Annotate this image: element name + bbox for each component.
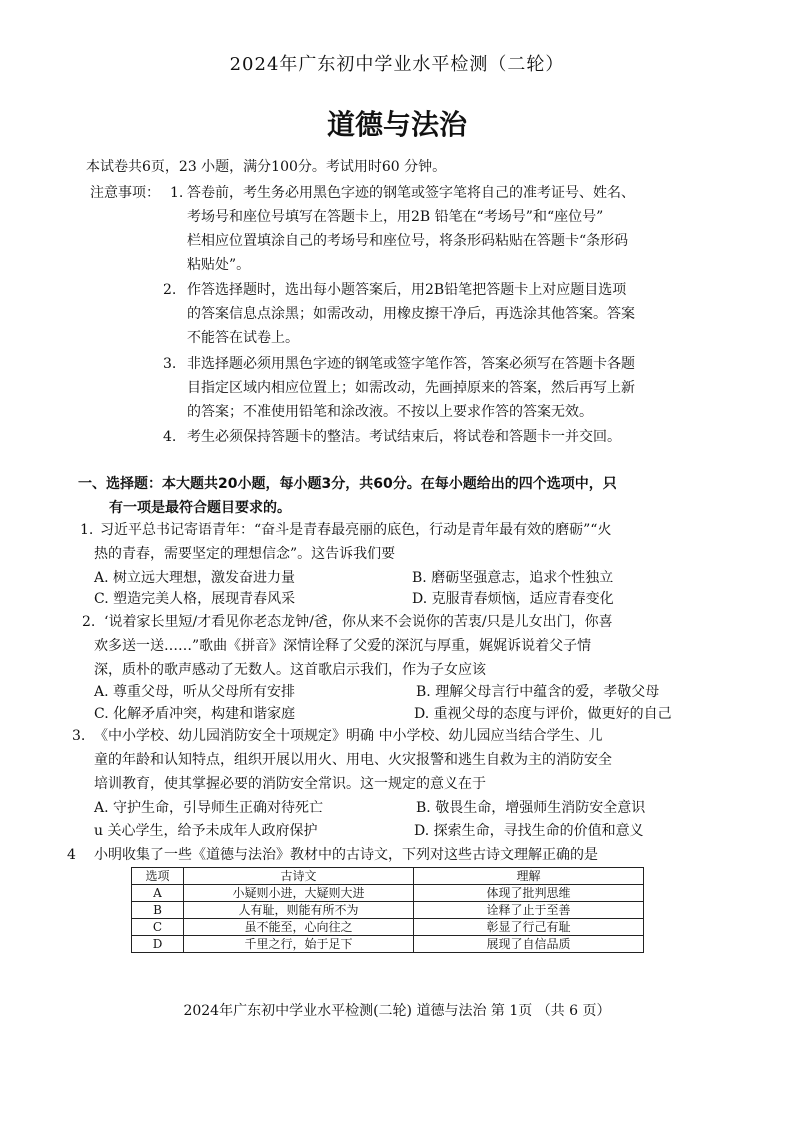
table-header-poem: 古诗文 (184, 868, 414, 885)
question-number: 3. (72, 728, 86, 744)
table-cell-meaning: 体现了批判思维 (414, 885, 644, 902)
table-cell-meaning: 彰显了行己有耻 (414, 919, 644, 936)
table-cell-meaning: 展现了自信品质 (414, 936, 644, 953)
question-number: 2. (82, 614, 96, 630)
option-b: B. 理解父母言行中蕴含的爱，孝敬父母 (416, 684, 660, 700)
question-stem: 培训教育，使其掌握必要的消防安全常识。这一规定的意义在于 (94, 776, 486, 792)
question-stem: 欢多送一送……”歌曲《拼音》深情诠释了父爱的深沉与厚重，娓娓诉说着父子情 (94, 638, 592, 654)
question-stem: 习近平总书记寄语青年：“奋斗是青春最亮丽的底色，行动是青年最有效的磨砺”“火 (100, 522, 612, 538)
table-header-row (132, 868, 644, 885)
note-line: 作答选择题时，选出每小题答案后，用2B铅笔把答题卡上对应题目选项 (187, 282, 627, 298)
table-cell-poem: 千里之行，始于足下 (184, 936, 414, 953)
table-row (132, 885, 644, 902)
question-stem: 小明收集了一些《道德与法治》教材中的古诗文，下列对这些古诗文理解正确的是 (94, 847, 598, 863)
note-line: 的答案信息点涂黑；如需改动，用橡皮擦干净后，再选涂其他答案。答案 (187, 306, 635, 322)
table-row (132, 936, 644, 953)
note-line: 考场号和座位号填写在答题卡上，用2B 铅笔在“考场号”和“座位号” (187, 209, 604, 225)
note-line: 的答案；不准使用铅笔和涂改液。不按以上要求作答的答案无效。 (187, 404, 593, 420)
note-number: 4. (163, 429, 177, 445)
note-line: 目指定区域内相应位置上；如需改动，先画掉原来的答案，然后再写上新 (187, 380, 635, 396)
option-c: C. 塑造完美人格，展现青春风采 (94, 591, 296, 607)
note-line: 不能答在试卷上。 (187, 330, 299, 346)
option-d: D. 重视父母的态度与评价，做更好的自己 (414, 706, 672, 722)
table-header-option: 选项 (132, 868, 184, 885)
note-line: 答卷前，考生务必用黑色字迹的钢笔或签字笔将自己的准考证号、姓名、 (187, 185, 635, 201)
note-number: 3. (163, 356, 177, 372)
note-number: 2. (163, 282, 177, 298)
note-line: 粘贴处”。 (187, 257, 251, 273)
note-line: 考生必须保持答题卡的整洁。考试结束后，将试卷和答题卡一并交回。 (187, 429, 621, 445)
table-cell-option: D (132, 936, 184, 953)
option-c: u 关心学生，给予未成年人政府保护 (94, 823, 318, 839)
option-d: D. 探索生命，寻找生命的价值和意义 (414, 823, 644, 839)
page-footer: 2024年广东初中学业水平检测(二轮) 道德与法治 第 1页 （共 6 页） (183, 1003, 611, 1019)
note-number: 1. (170, 185, 184, 201)
option-c: C. 化解矛盾冲突，构建和谐家庭 (94, 706, 296, 722)
exam-header: 2024年广东初中学业水平检测（二轮） (229, 54, 565, 75)
table-cell-poem: 人有耻，则能有所不为 (184, 902, 414, 919)
table-header-meaning: 理解 (414, 868, 644, 885)
question-number: 4 (67, 847, 76, 863)
question-number: 1. (80, 522, 94, 538)
table-cell-poem: 小疑则小进，大疑则大进 (184, 885, 414, 902)
subject-title: 道德与法治 (326, 108, 467, 141)
table-row (132, 902, 644, 919)
section-heading-cont: 有一项是最符合题目要求的。 (109, 500, 291, 516)
exam-intro: 本试卷共6页，23 小题，满分100分。考试用时60 分钟。 (86, 159, 447, 175)
table-cell-option: A (132, 885, 184, 902)
notes-label: 注意事项： (90, 185, 160, 201)
question-stem: ‘说着家长里短/才看见你老态龙钟/爸，你从来不会说你的苦衷/只是儿女出门，你喜 (104, 614, 613, 630)
section-heading: 一、选择题：本大题共20小题，每小题3分，共60分。在每小题给出的四个选项中，只 (78, 476, 617, 492)
table-cell-meaning: 诠释了止于至善 (414, 902, 644, 919)
question-stem: 深，质朴的歌声感动了无数人。这首歌启示我们，作为子女应该 (94, 662, 486, 678)
poem-table (131, 867, 644, 953)
table-row (132, 919, 644, 936)
option-d: D. 克服青春烦恼，适应青春变化 (412, 591, 614, 607)
table-cell-option: C (132, 919, 184, 936)
option-a: A. 尊重父母，听从父母所有安排 (94, 684, 296, 700)
option-b: B. 敬畏生命，增强师生消防安全意识 (416, 800, 646, 816)
option-b: B. 磨砺坚强意志，追求个性独立 (412, 570, 614, 586)
question-stem: 热的青春，需要坚定的理想信念”。这告诉我们要 (94, 546, 396, 562)
option-a: A. 树立远大理想，激发奋进力量 (94, 570, 296, 586)
question-stem: 《中小学校、幼儿园消防安全十项规定》明确 中小学校、幼儿园应当结合学生、儿 (94, 728, 603, 744)
option-a: A. 守护生命，引导师生正确对待死亡 (94, 800, 324, 816)
question-stem: 童的年龄和认知特点，组织开展以用火、用电、火灾报警和逃生自救为主的消防安全 (94, 752, 612, 768)
table-cell-option: B (132, 902, 184, 919)
note-line: 非选择题必须用黑色字迹的钢笔或签字笔作答，答案必须写在答题卡各题 (187, 356, 635, 372)
table-cell-poem: 虽不能至，心向往之 (184, 919, 414, 936)
note-line: 栏相应位置填涂自己的考场号和座位号，将条形码粘贴在答题卡“条形码 (187, 233, 629, 249)
